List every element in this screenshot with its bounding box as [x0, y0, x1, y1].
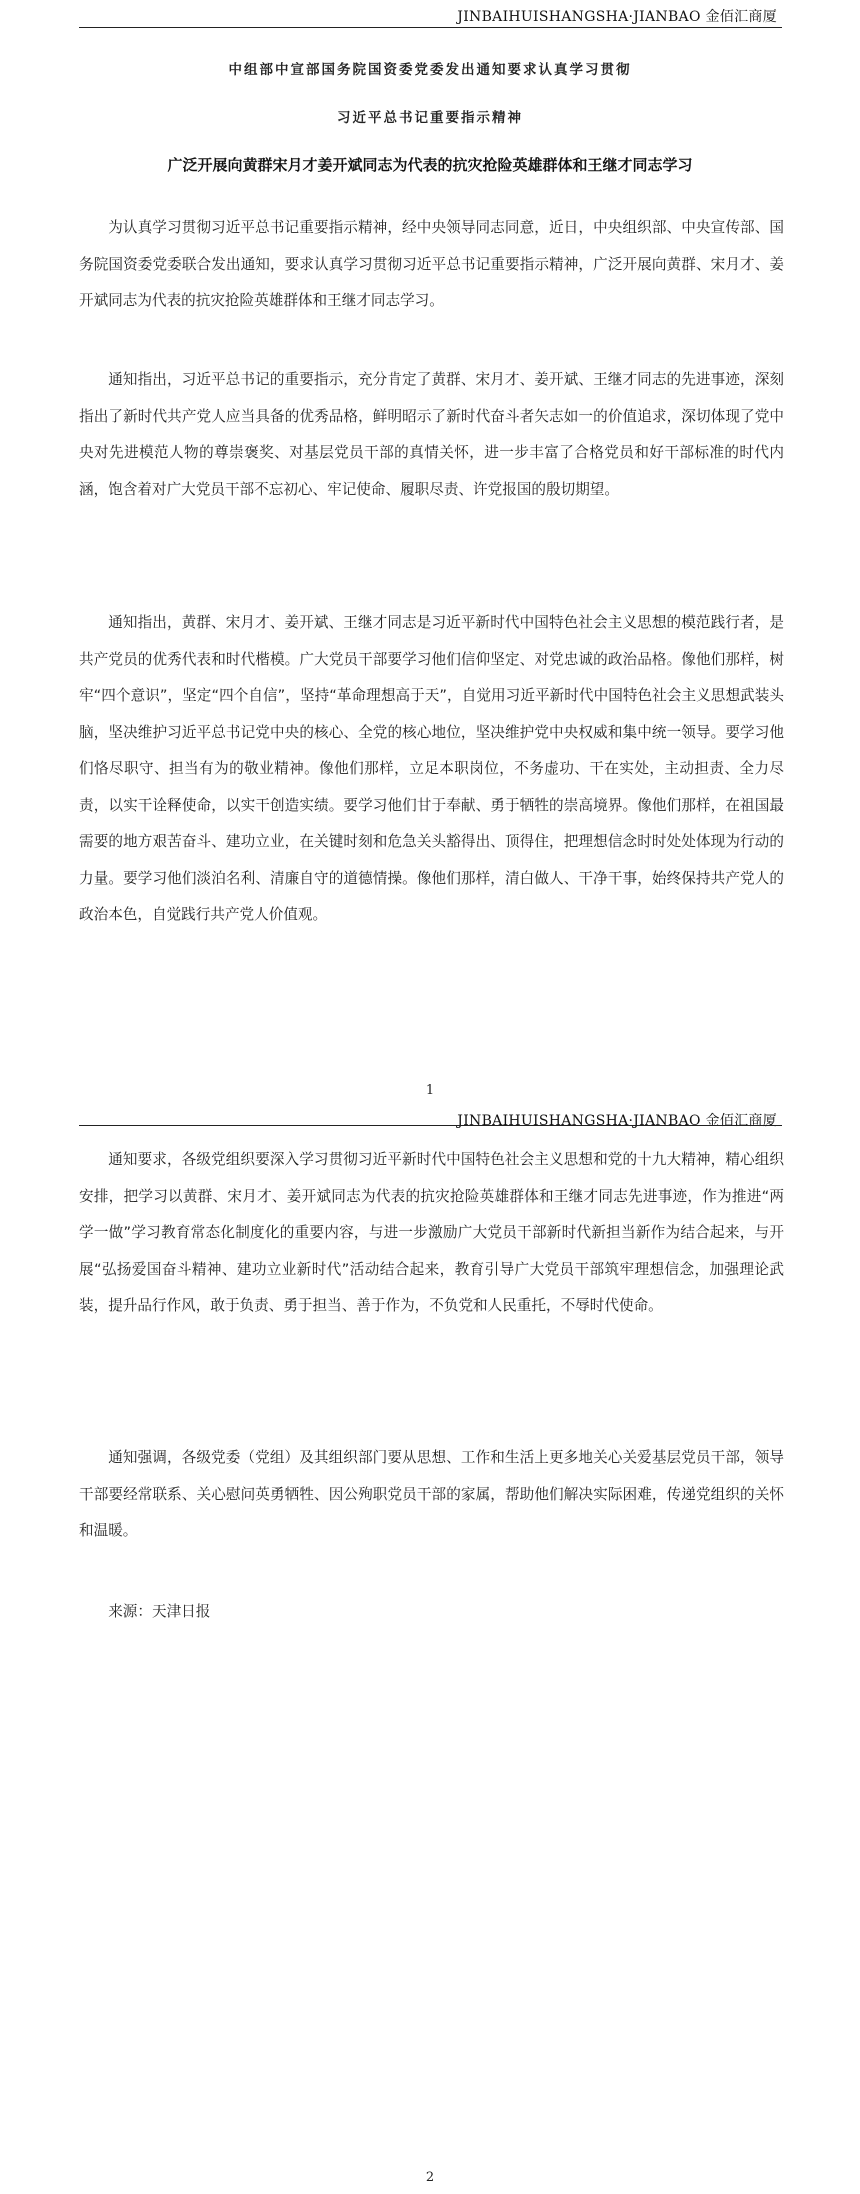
source-line: 来源：天津日报: [108, 1603, 211, 1620]
subtitle-line-2: 习近平总书记重要指示精神: [337, 110, 523, 126]
page-header: JINBAIHUISHANGSHA·JIANBAO 金佰汇商厦: [457, 1113, 777, 1129]
page-number: 2: [425, 2170, 435, 2185]
paragraph-1: 为认真学习贯彻习近平总书记重要指示精神，经中央领导同志同意，近日，中央组织部、中央宣传部、国务院国资委党委联合发出通知，要求认真学习贯彻习近平总书记重要指示精神，广泛开展向黄群、宋月才、姜开斌同志为代表的抗灾抢险英雄群体和王继才同志学习。: [79, 219, 784, 309]
header-divider: [79, 27, 782, 28]
article-title: 广泛开展向黄群宋月才姜开斌同志为代表的抗灾抢险英雄群体和王继才同志学习: [167, 156, 693, 174]
page-number: 1: [425, 1083, 435, 1098]
paragraph-2: 通知指出，习近平总书记的重要指示，充分肯定了黄群、宋月才、姜开斌、王继才同志的先进事迹，深刻指出了新时代共产党人应当具备的优秀品格，鲜明昭示了新时代奋斗者矢志如一的价值追求，深切体现了党中央对先进模范人物的尊崇褒奖、对基层党员干部的真情关怀，进一步丰富了合格党员和好干部标准的时代内涵，饱含着对广大党员干部不忘初心、牢记使命、履职尽责、许党报国的殷切期望。: [79, 371, 784, 498]
paragraph-3: 通知指出，黄群、宋月才、姜开斌、王继才同志是习近平新时代中国特色社会主义思想的模范践行者，是共产党员的优秀代表和时代楷模。广大党员干部要学习他们信仰坚定、对党忠诚的政治品格。像他们那样，树牢“四个意识”，坚定“四个自信”，坚持“革命理想高于天”，自觉用习近平新时代中国特色社会主义思想武装头脑，坚决维护习近平总书记党中央的核心、全党的核心地位，坚决维护党中央权威和集中统一领导。要学习他们恪尽职守、担当有为的敬业精神。像他们那样，立足本职岗位，不务虚功、干在实处，主动担责、全力尽责，以实干诠释使命，以实干创造实绩。要学习他们甘于奉献、勇于牺牲的崇高境界。像他们那样，在祖国最需要的地方艰苦奋斗、建功立业，在关键时刻和危急关头豁得出、顶得住，把理想信念时时处处体现为行动的力量。要学习他们淡泊名利、清廉自守的道德情操。像他们那样，清白做人、干净干事，始终保持共产党人的政治本色，自觉践行共产党人价值观。: [79, 614, 784, 923]
header-divider: [79, 1125, 782, 1126]
page-2: [0, 1110, 860, 2194]
paragraph-5: 通知强调，各级党委（党组）及其组织部门要从思想、工作和生活上更多地关心关爱基层党员干部，领导干部要经常联系、关心慰问英勇牺牲、因公殉职党员干部的家属，帮助他们解决实际困难，传递党组织的关怀和温暖。: [79, 1449, 784, 1539]
subtitle-line-1: 中组部中宣部国务院国资委党委发出通知要求认真学习贯彻: [228, 62, 632, 78]
page-header: JINBAIHUISHANGSHA·JIANBAO 金佰汇商厦: [457, 9, 777, 25]
paragraph-4: 通知要求，各级党组织要深入学习贯彻习近平新时代中国特色社会主义思想和党的十九大精神，精心组织安排，把学习以黄群、宋月才、姜开斌同志为代表的抗灾抢险英雄群体和王继才同志先进事迹，作为推进“两学一做”学习教育常态化制度化的重要内容，与进一步激励广大党员干部新时代新担当新作为结合起来，与开展“弘扬爱国奋斗精神、建功立业新时代”活动结合起来，教育引导广大党员干部筑牢理想信念，加强理论武装，提升品行作风，敢于负责、勇于担当、善于作为，不负党和人民重托，不辱时代使命。: [79, 1151, 784, 1314]
